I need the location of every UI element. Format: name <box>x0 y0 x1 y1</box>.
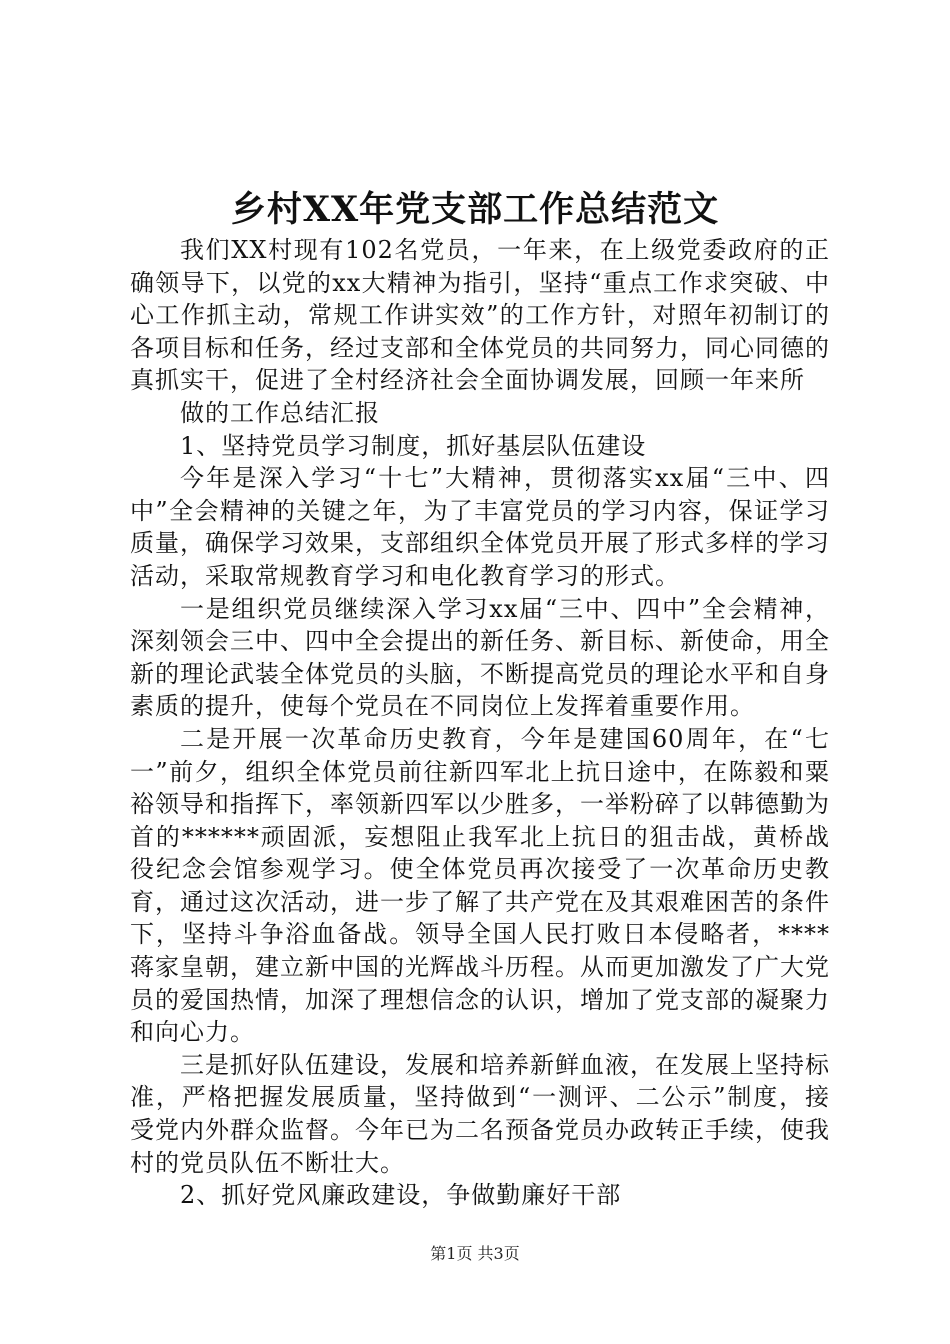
section-1-paragraph: 今年是深入学习“十七”大精神，贯彻落实xx届“三中、四中”全会精神的关键之年，为了丰富党员的学习内容，保证学习质量，确保学习效果，支部组织全体党员开展了形式多样的学习活动，采取常规教育学习和电化教育学习的形式。 <box>130 464 830 590</box>
document-body <box>130 234 830 1212</box>
document-title: 乡村XX年党支部工作总结范文 <box>230 189 720 230</box>
intro-paragraph: 我们XX村现有102名党员，一年来，在上级党委政府的正确领导下，以党的xx大精神为指引，坚持“重点工作求突破、中心工作抓主动，常规工作讲实效”的工作方针，对照年初制订的各项目标和任务，经过支部和全体党员的共同努力，同心同德的真抓实干，促进了全村经济社会全面协调发展，回顾一年来所 <box>130 236 830 395</box>
page-footer: 第1页 共3页 <box>430 1244 520 1263</box>
item-two-paragraph: 二是开展一次革命历史教育，今年是建国60周年，在“七一”前夕，组织全体党员前往新四军北上抗日途中，在陈毅和粟裕领导和指挥下，率领新四军以少胜多，一举粉碎了以韩德勤为首的******顽固派，妄想阻止我军北上抗日的狙击战，黄桥战役纪念会馆参观学习。使全体党员再次接受了一次革命历史教育，通过这次活动，进一步了解了共产党在及其艰难困苦的条件下，坚持斗争浴血备战。领导全国人民打败日本侵略者，****蒋家皇朝，建立新中国的光辉战斗历程。从而更加激发了广大党员的爱国热情，加深了理想信念的认识，增加了党支部的凝聚力和向心力。 <box>130 724 830 1047</box>
item-one-paragraph: 一是组织党员继续深入学习xx届“三中、四中”全会精神，深刻领会三中、四中全会提出的新任务、新目标、新使命，用全新的理论武装全体党员的头脑，不断提高党员的理论水平和自身素质的提升，使每个党员在不同岗位上发挥着重要作用。 <box>130 594 830 721</box>
item-three-paragraph: 三是抓好队伍建设，发展和培养新鲜血液，在发展上坚持标准，严格把握发展质量，坚持做到“一测评、二公示”制度，接受党内外群众监督。今年已为二名预备党员办政转正手续，使我村的党员队伍不断壮大。 <box>130 1050 830 1177</box>
section-heading-1: 1、坚持党员学习制度，抓好基层队伍建设 <box>180 431 647 460</box>
section-heading-2: 2、抓好党风廉政建设，争做勤廉好干部 <box>180 1181 622 1210</box>
intro-continuation: 做的工作总结汇报 <box>180 398 380 427</box>
